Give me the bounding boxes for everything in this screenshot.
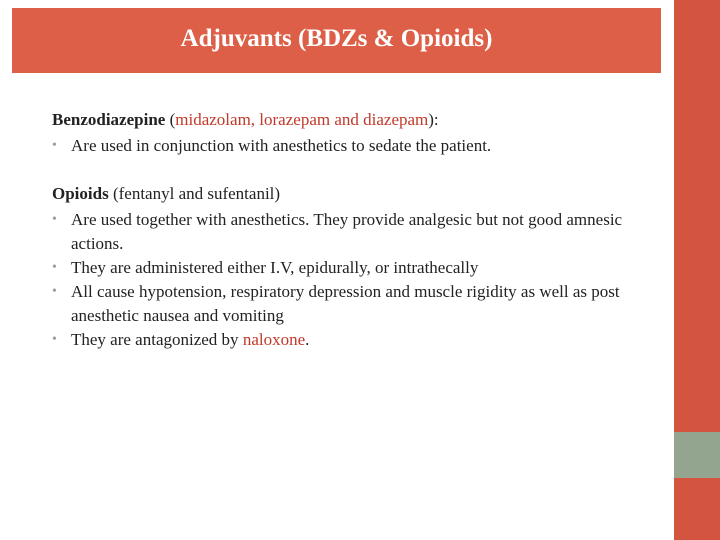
list-item-text-end: . — [305, 330, 310, 349]
benzodiazepine-heading-line — [52, 108, 662, 132]
list-item — [52, 280, 662, 328]
benzodiazepine-section — [52, 108, 662, 158]
side-decoration-accent — [674, 432, 720, 478]
bullet-icon: • — [52, 260, 57, 275]
bullet-icon: • — [52, 212, 57, 227]
bullet-icon: • — [52, 138, 57, 153]
benzodiazepine-heading: Benzodiazepine — [52, 110, 166, 129]
paren-close: ): — [428, 110, 439, 129]
title-bar — [12, 8, 661, 73]
list-item-text: Are used in conjunction with anesthetics to sedate the patient. — [71, 136, 492, 155]
list-item-text: They are administered either I.V, epidurally, or intrathecally — [71, 258, 479, 277]
list-item — [52, 328, 662, 352]
naloxone-highlight: naloxone — [242, 330, 306, 349]
slide-title: Adjuvants (BDZs & Opioids) — [180, 24, 493, 52]
slide-body — [52, 108, 662, 352]
bullet-icon: • — [52, 332, 57, 347]
benzodiazepine-examples: midazolam, lorazepam and diazepam — [175, 110, 429, 129]
side-decoration-bar-bottom — [674, 478, 720, 540]
list-item — [52, 134, 662, 158]
list-item-text: They are antagonized by — [71, 330, 243, 349]
paren-open: ( — [165, 110, 176, 129]
list-item-text: Are used together with anesthetics. They provide analgesic but not good amnesic actions. — [71, 210, 623, 253]
list-item-text: All cause hypotension, respiratory depression and muscle rigidity as well as post anesthetic nausea and vomiting — [71, 282, 620, 325]
opioids-heading-line — [52, 182, 662, 206]
benzodiazepine-bullets — [52, 134, 662, 158]
list-item — [52, 208, 662, 256]
opioids-bullets — [52, 208, 662, 352]
opioids-section — [52, 182, 662, 352]
opioids-examples: (fentanyl and sufentanil) — [108, 184, 281, 203]
opioids-heading: Opioids — [52, 184, 109, 203]
list-item — [52, 256, 662, 280]
side-decoration-bar — [674, 0, 720, 432]
bullet-icon: • — [52, 284, 57, 299]
frame-top — [0, 0, 674, 8]
